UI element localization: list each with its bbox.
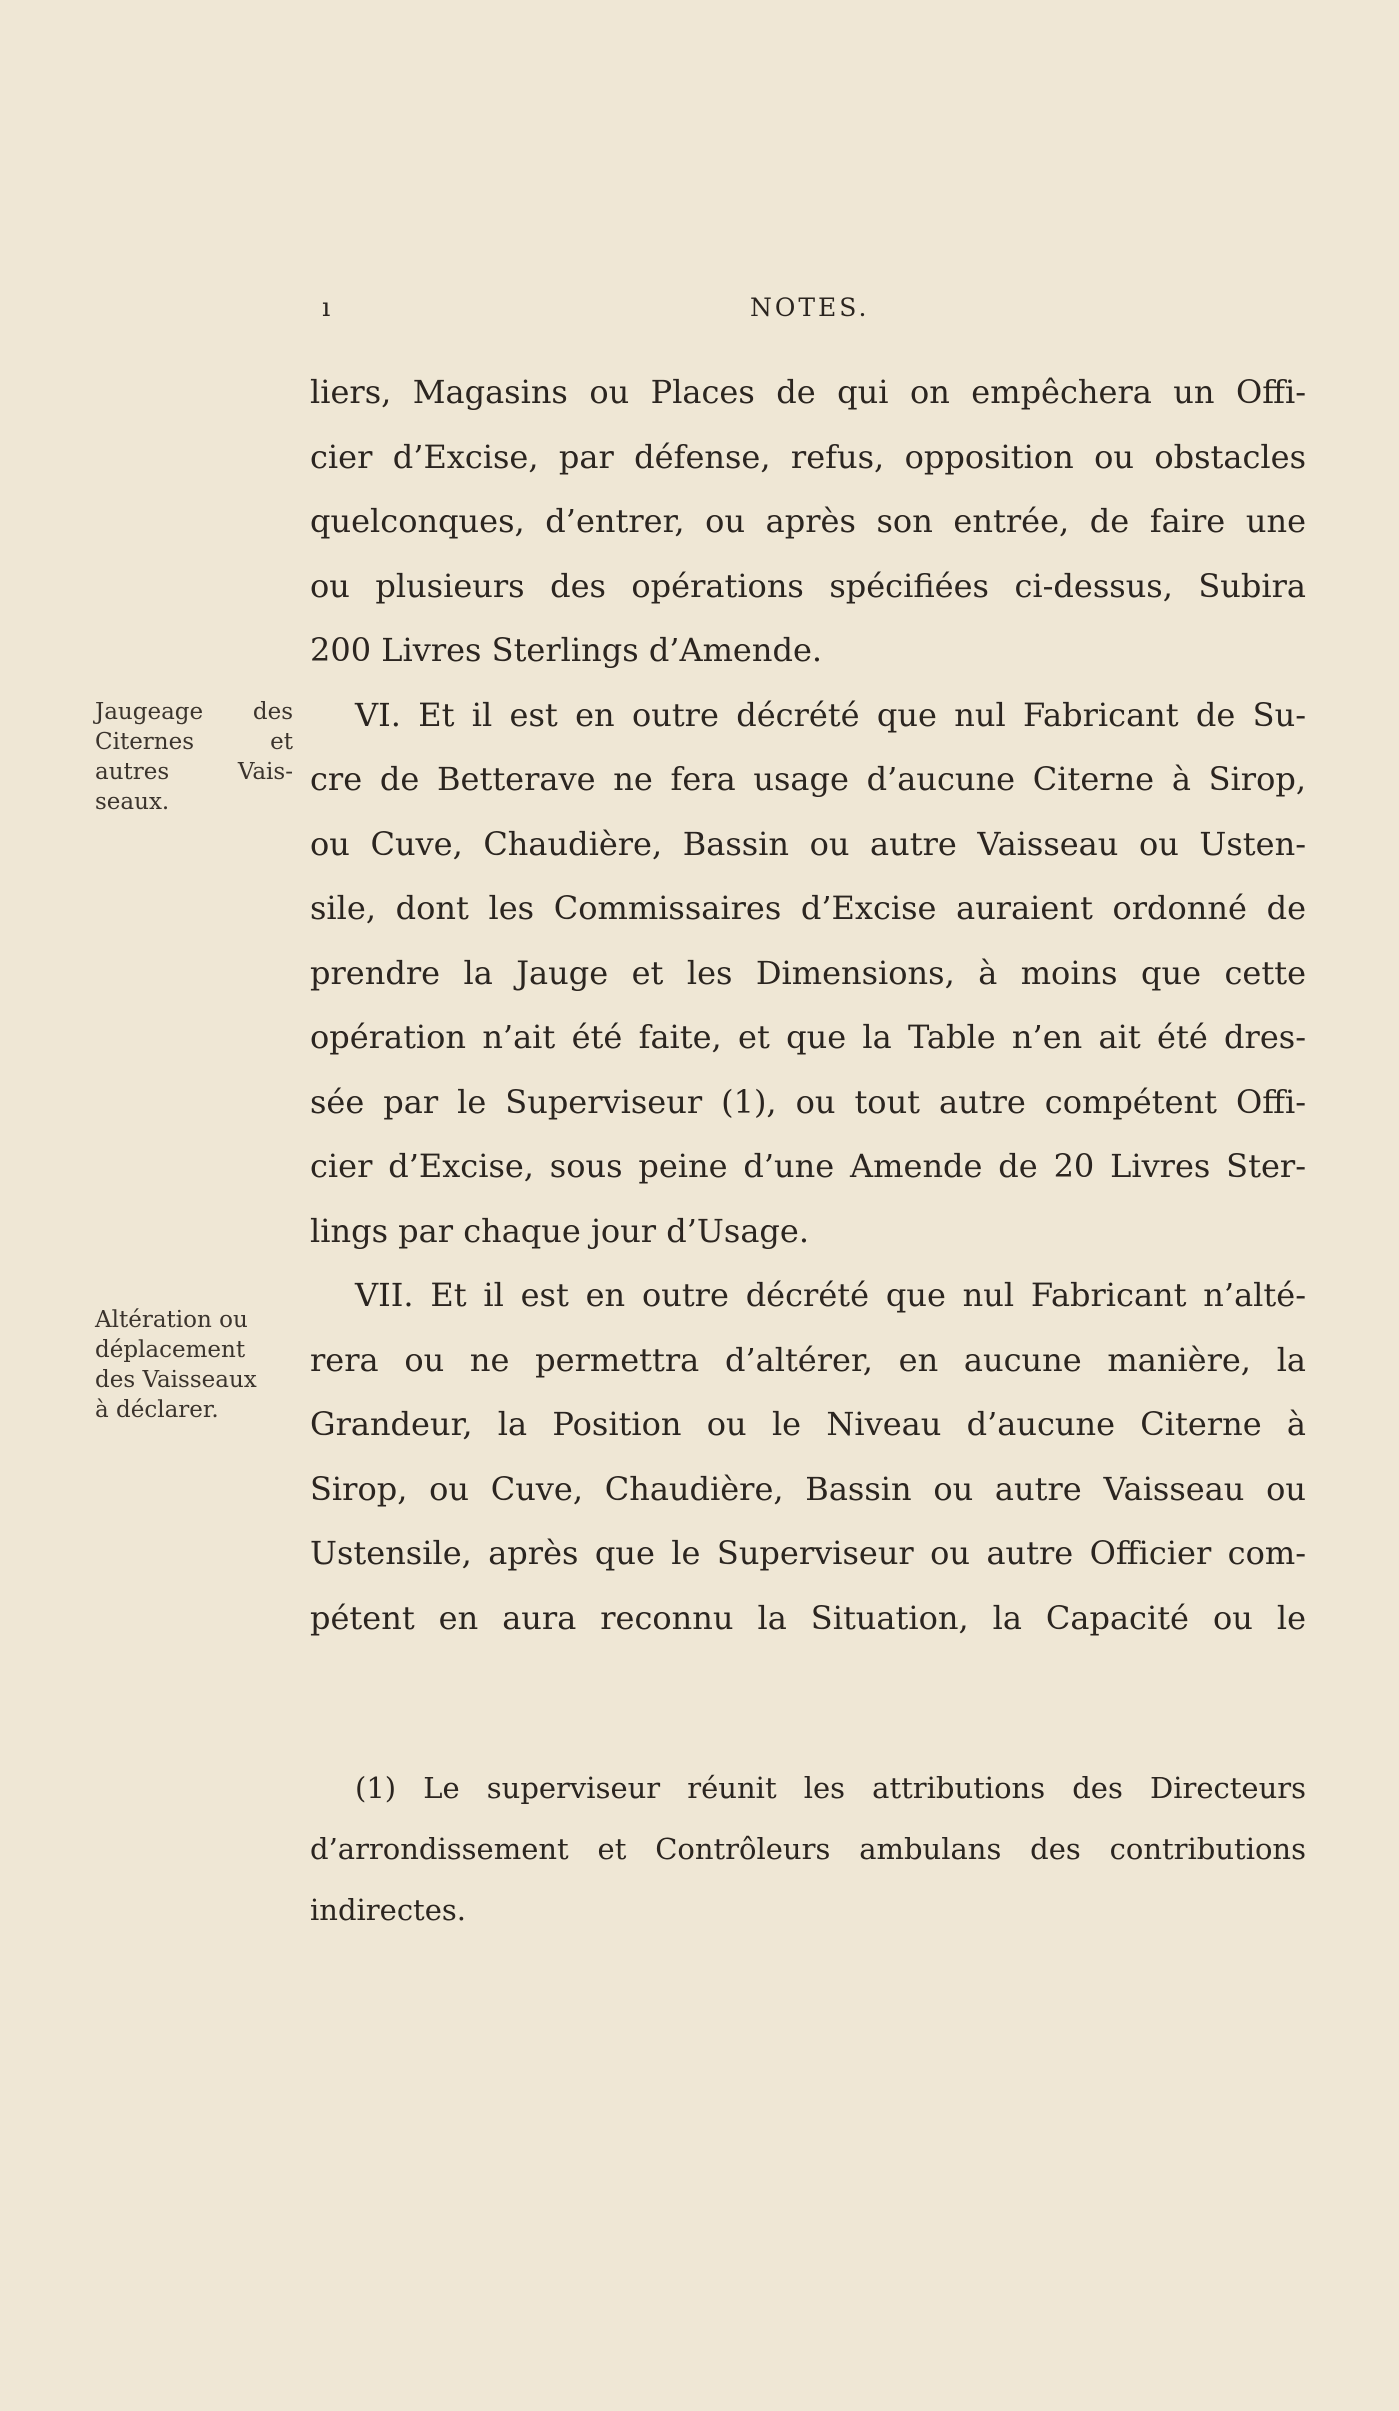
margin-note-alteration: [95, 1305, 293, 1425]
margin-note-line: autres Vais-: [95, 759, 293, 785]
main-text: [310, 360, 1306, 1650]
text-line: sile, dont les Commissaires d’Excise auraient ordonné de: [310, 889, 1306, 927]
text-line: ou Cuve, Chaudière, Bassin ou autre Vaisseau ou Usten-: [310, 824, 1306, 863]
text-line: lings par chaque jour d’Usage.: [310, 1211, 809, 1250]
footnote: [310, 1758, 1306, 1941]
text-line: cier d’Excise, sous peine d’une Amende de 20 Livres Ster-: [310, 1147, 1306, 1185]
margin-note-line: à déclarer.: [95, 1397, 219, 1423]
text-line: cre de Betterave ne fera usage d’aucune Citerne à Sirop,: [310, 760, 1306, 798]
margin-note-jaugeage: [95, 697, 293, 817]
text-line: prendre la Jauge et les Dimensions, à moins que cette: [310, 953, 1306, 992]
footnote-line: d’arrondissement et Contrôleurs ambulans des contributions: [310, 1832, 1306, 1866]
text-line: opération n’ait été faite, et que la Table n’en ait été dres-: [310, 1018, 1306, 1056]
margin-note-line: Altération ou: [95, 1307, 248, 1333]
margin-note-line: seaux.: [95, 789, 170, 815]
article-vii-start: VII. Et il est en outre décrété que nul Fabricant n’alté-: [355, 1276, 1306, 1314]
text-line: cier d’Excise, par défense, refus, opposition ou obstacles: [310, 437, 1306, 476]
footnote-line: (1) Le superviseur réunit les attributions des Directeurs: [355, 1771, 1306, 1805]
text-line: sée par le Superviseur (1), ou tout autre compétent Offi-: [310, 1082, 1306, 1121]
text-line: Grandeur, la Position ou le Niveau d’aucune Citerne à: [310, 1405, 1306, 1443]
footnote-line: indirectes.: [310, 1893, 466, 1927]
margin-note-line: des Vaisseaux: [95, 1367, 257, 1393]
article-vi-start: VI. Et il est en outre décrété que nul Fabricant de Su-: [355, 695, 1306, 734]
page-number: ı: [322, 293, 332, 323]
margin-note-line: déplacement: [95, 1337, 246, 1363]
text-line: quelconques, d’entrer, ou après son entrée, de faire une: [310, 502, 1306, 540]
text-line: Ustensile, après que le Superviseur ou autre Officier com-: [310, 1534, 1306, 1572]
text-line: Sirop, ou Cuve, Chaudière, Bassin ou autre Vaisseau ou: [310, 1469, 1306, 1508]
text-line: 200 Livres Sterlings d’Amende.: [310, 631, 823, 669]
margin-note-line: Jaugeage des: [95, 699, 293, 725]
running-title: NOTES.: [750, 293, 870, 322]
text-line: pétent en aura reconnu la Situation, la Capacité ou le: [310, 1598, 1306, 1637]
page-header: [0, 293, 1399, 333]
text-line: rera ou ne permettra d’altérer, en aucune manière, la: [310, 1340, 1306, 1379]
margin-note-line: Citernes et: [95, 729, 293, 755]
text-line: ou plusieurs des opérations spécifiées ci-dessus, Subira: [310, 566, 1306, 605]
text-line: liers, Magasins ou Places de qui on empêchera un Offi-: [310, 373, 1306, 411]
